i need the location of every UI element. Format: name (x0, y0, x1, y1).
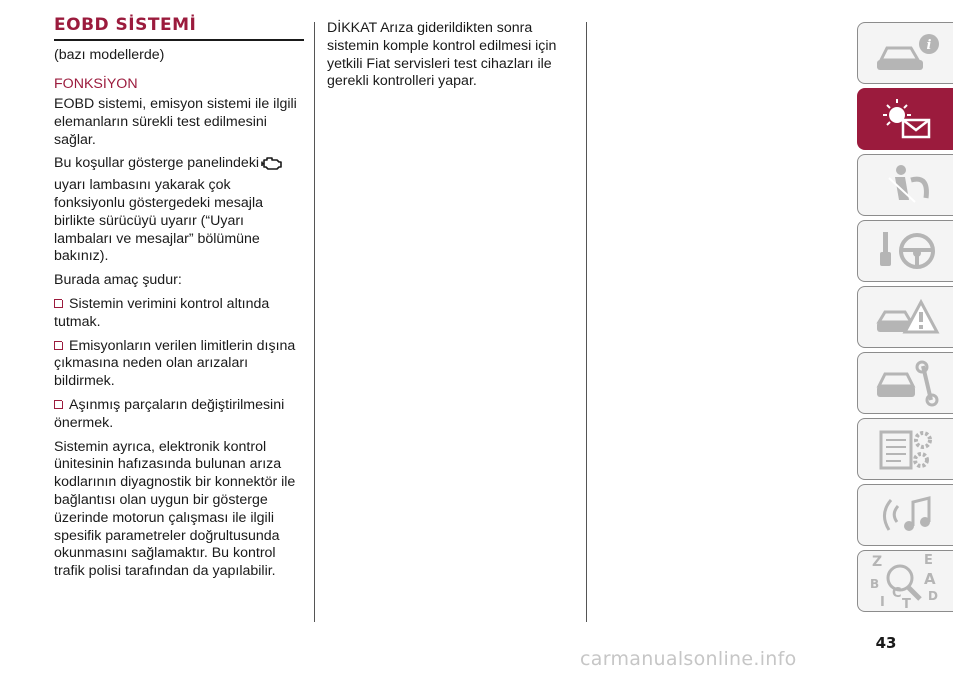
tab-starting-driving[interactable] (857, 220, 953, 282)
index-letter: E (923, 553, 933, 568)
bullet-square-icon (54, 400, 63, 409)
index-letter: I (879, 595, 885, 610)
tab-emergency[interactable] (857, 286, 953, 348)
bullet-square-icon (54, 341, 63, 350)
engine-warning-icon (261, 155, 283, 177)
paragraph-purpose: Burada amaç şudur: (54, 272, 182, 289)
index-letter: A (923, 570, 936, 588)
paragraph-warning-light-text-after: uyarı lambasını yakarak çok fonksiyonlu göstergedeki mesajla birlikte sürücüyü uyarır (“Uyarı lambaları ve mesajlar” bölümüne bakınız). (54, 177, 263, 265)
subtitle: (bazı modellerde) (54, 47, 165, 63)
paragraph-warning-light-text-before: Bu koşullar gösterge panelindeki (54, 155, 260, 172)
paragraph-attention: DİKKAT Arıza giderildikten sonra sistemin komple kontrol edilmesi için yetkili Fiat servisleri test cihazları ile gerekli kontrolleri yapar. (327, 20, 557, 90)
car-emergency-icon (871, 292, 941, 342)
column-divider (586, 22, 587, 622)
svg-text:i: i (926, 38, 931, 53)
bullet-text: Sistemin verimini kontrol altında tutmak. (54, 295, 270, 330)
bullet-text: Aşınmış parçaların değiştirilmesini önermek. (54, 396, 285, 431)
paragraph-diagnostic: Sistemin ayrıca, elektronik kontrol ünitesinin hafızasında bulunan arıza kodlarının diyagnostik bir konnektör ile bağlantısı olan uygun bir gösterge üzerinde motorun çalışması ile ilgili spesifik parametreler doğrultusunda okunmasını sağlamaktır. Bu kontrol trafik polisi tarafından da yapılabilir. (54, 438, 296, 580)
technical-data-icon (871, 424, 941, 474)
bullet-item (54, 296, 304, 332)
bullet-text: Emisyonların verilen limitlerin dışına çıkmasına neden olan arızaları bildirmek. (54, 337, 296, 390)
index-letter: D (927, 589, 938, 603)
bullet-item (54, 397, 304, 433)
index-letter: Z (871, 554, 882, 570)
section-heading: FONKSİYON (54, 76, 138, 92)
paragraph-warning-light (54, 155, 304, 266)
bullet-square-icon (54, 299, 63, 308)
car-info-icon (871, 28, 941, 78)
page-number: 43 (875, 634, 897, 652)
index-letter: B (869, 577, 879, 591)
tab-index[interactable] (857, 550, 953, 612)
airbag-safety-icon (871, 160, 941, 210)
key-steering-wheel-icon (871, 226, 941, 276)
tab-multimedia[interactable] (857, 484, 953, 546)
tab-safety[interactable] (857, 154, 953, 216)
left-column (54, 14, 304, 587)
bullet-item (54, 338, 304, 391)
watermark: carmanualsonline.info (580, 648, 797, 670)
page-title: EOBD SİSTEMİ (54, 14, 304, 41)
index-letter: C (891, 586, 902, 601)
tab-maintenance[interactable] (857, 352, 953, 414)
index-icon (866, 552, 946, 610)
car-maintenance-icon (871, 358, 941, 408)
multimedia-icon (871, 490, 941, 540)
index-letter: T (901, 597, 911, 610)
tab-technical-data[interactable] (857, 418, 953, 480)
chapter-sidebar (857, 22, 953, 616)
tab-car-info[interactable] (857, 22, 953, 84)
tab-warning-lights[interactable] (857, 88, 953, 150)
column-divider (314, 22, 315, 622)
middle-column (327, 20, 577, 97)
paragraph-intro: EOBD sistemi, emisyon sistemi ile ilgili elemanların sürekli test edilmesini sağlar. (54, 96, 297, 148)
warning-lights-icon (871, 94, 941, 144)
